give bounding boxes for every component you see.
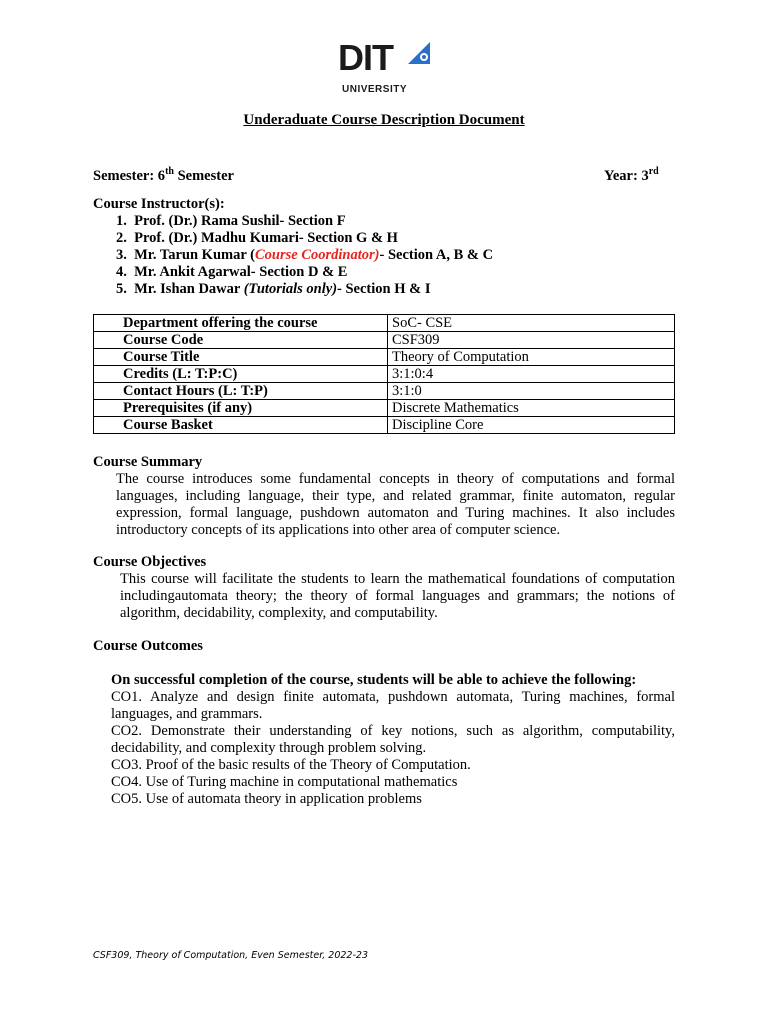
objectives-text: This course will facilitate the students to learn the mathematical foundations of computation includingautomata theory; the theory of formal languages and grammars; the notions of algorithm, decidability, complexity, and computability.	[120, 571, 675, 621]
outcomes-list	[111, 689, 675, 808]
instructor-item: 2. Prof. (Dr.) Madhu Kumari- Section G & H	[116, 230, 398, 246]
instructors-heading: Course Instructor(s):	[93, 196, 225, 212]
table-value: CSF309	[388, 332, 675, 349]
gear-icon	[408, 42, 430, 64]
table-key: Course Basket	[94, 417, 388, 434]
table-key: Department offering the course	[94, 315, 388, 332]
outcome-item: CO3. Proof of the basic results of the Theory of Computation.	[111, 757, 471, 773]
table-key: Prerequisites (if any)	[94, 400, 388, 417]
table-row	[94, 400, 675, 417]
year-label: Year: 3rd	[604, 166, 659, 184]
instructor-item: 4. Mr. Ankit Agarwal- Section D & E	[116, 264, 348, 280]
objectives-heading: Course Objectives	[93, 554, 207, 570]
table-key: Course Title	[94, 349, 388, 366]
table-key: Course Code	[94, 332, 388, 349]
table-row	[94, 383, 675, 400]
instructor-item: 5. Mr. Ishan Dawar (Tutorials only)- Section H & I	[116, 281, 431, 297]
table-row	[94, 366, 675, 383]
summary-text: The course introduces some fundamental concepts in theory of computations and formal languages, including language, their type, and related grammar, finite automaton, regular expression, formal language, pushdown automaton and Turing machines. It also includes introductory concepts of its applications into other area of computer science.	[116, 471, 675, 538]
table-key: Contact Hours (L: T:P)	[94, 383, 388, 400]
tutorials-note: (Tutorials only)	[243, 281, 338, 297]
logo-subtext: UNIVERSITY	[342, 84, 408, 95]
instructor-item: 3. Mr. Tarun Kumar (Course Coordinator)- Section A, B & C	[116, 247, 494, 263]
table-key: Credits (L: T:P:C)	[94, 366, 388, 383]
instructor-item: 1. Prof. (Dr.) Rama Sushil- Section F	[116, 213, 346, 229]
outcome-item: CO4. Use of Turing machine in computational mathematics	[111, 774, 458, 790]
coordinator-note: Course Coordinator)	[254, 247, 380, 263]
outcomes-intro: On successful completion of the course, students will be able to achieve the following:	[111, 672, 637, 688]
table-value: 3:1:0	[388, 383, 675, 400]
table-row	[94, 332, 675, 349]
table-value: Theory of Computation	[388, 349, 675, 366]
page-footer: CSF309, Theory of Computation, Even Semester, 2022-23	[93, 950, 368, 961]
table-value: Discipline Core	[388, 417, 675, 434]
course-info-table	[93, 314, 675, 434]
summary-heading: Course Summary	[93, 454, 203, 470]
outcomes-heading: Course Outcomes	[93, 638, 203, 654]
table-value: Discrete Mathematics	[388, 400, 675, 417]
outcome-item: CO1. Analyze and design finite automata, pushdown automata, Turing machines, formal languages, and grammars.	[111, 689, 675, 722]
table-row	[94, 417, 675, 434]
university-logo	[338, 37, 438, 100]
outcome-item: CO5. Use of automata theory in application problems	[111, 791, 422, 807]
document-title: Underaduate Course Description Document	[243, 112, 525, 128]
table-value: 3:1:0:4	[388, 366, 675, 383]
semester-label: Semester: 6th Semester	[93, 166, 234, 184]
table-row	[94, 349, 675, 366]
table-row	[94, 315, 675, 332]
outcome-item: CO2. Demonstrate their understanding of key notions, such as algorithm, computability, decidability, and complexity through problem solving.	[111, 723, 675, 756]
logo-text: DIT	[338, 37, 393, 78]
table-value: SoC- CSE	[388, 315, 675, 332]
